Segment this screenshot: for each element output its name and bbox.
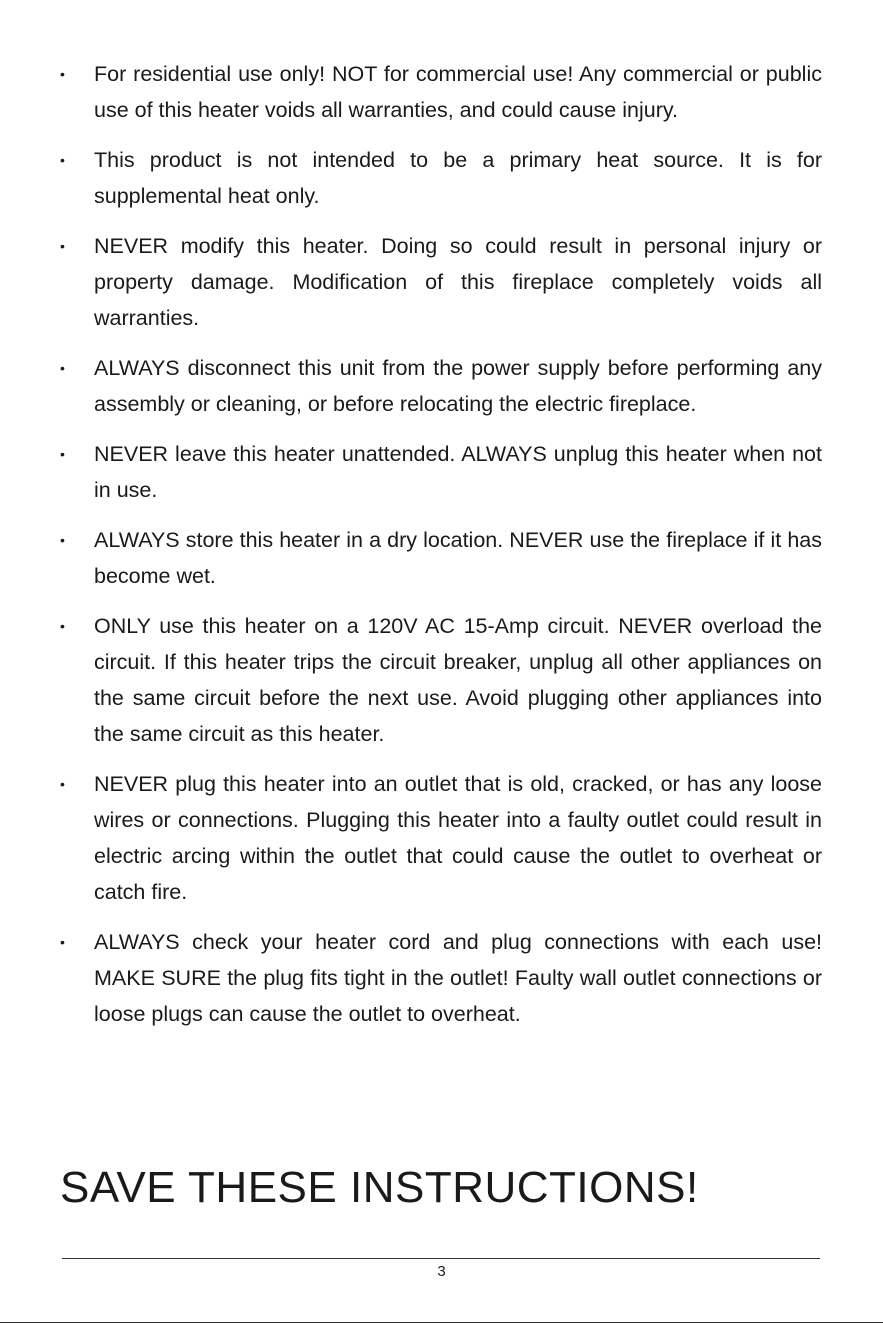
list-item-text: ALWAYS check your heater cord and plug connections with each use! MAKE SURE the plug fits tight in the outlet! Faulty wall outlet connections or loose plugs can cause the outlet to overheat.	[94, 930, 822, 1026]
bullet-icon: •	[60, 776, 65, 792]
bullet-icon: •	[60, 152, 65, 168]
list-item-text: For residential use only! NOT for commercial use! Any commercial or public use of this heater voids all warranties, and could cause injury.	[94, 62, 822, 122]
list-item-text: ALWAYS store this heater in a dry location. NEVER use the fireplace if it has become wet.	[94, 528, 822, 588]
list-item	[60, 436, 822, 508]
list-item-text: ALWAYS disconnect this unit from the power supply before performing any assembly or cleaning, or before relocating the electric fireplace.	[94, 356, 822, 416]
list-item	[60, 766, 822, 910]
list-item-text: This product is not intended to be a primary heat source. It is for supplemental heat only.	[94, 148, 822, 208]
bullet-icon: •	[60, 360, 65, 376]
safety-instructions-list	[60, 56, 822, 1046]
page-number: 3	[437, 1263, 446, 1280]
bullet-icon: •	[60, 446, 65, 462]
list-item	[60, 608, 822, 752]
bullet-icon: •	[60, 66, 65, 82]
footer-divider	[62, 1258, 820, 1259]
bullet-icon: •	[60, 532, 65, 548]
bullet-icon: •	[60, 238, 65, 254]
list-item	[60, 56, 822, 128]
list-item	[60, 522, 822, 594]
list-item	[60, 350, 822, 422]
list-item-text: NEVER plug this heater into an outlet that is old, cracked, or has any loose wires or connections. Plugging this heater into a faulty outlet could result in electric arcing within the outlet that could cause the outlet to overheat or catch fire.	[94, 772, 822, 904]
bullet-icon: •	[60, 934, 65, 950]
list-item	[60, 924, 822, 1032]
list-item-text: ONLY use this heater on a 120V AC 15-Amp circuit. NEVER overload the circuit. If this heater trips the circuit breaker, unplug all other appliances on the same circuit before the next use. Avoid plugging other appliances into the same circuit as this heater.	[94, 614, 822, 746]
bullet-icon: •	[60, 618, 65, 634]
list-item	[60, 142, 822, 214]
page-heading: SAVE THESE INSTRUCTIONS!	[60, 1163, 699, 1212]
page-bottom-divider	[0, 1322, 883, 1323]
list-item-text: NEVER leave this heater unattended. ALWAYS unplug this heater when not in use.	[94, 442, 822, 502]
list-item	[60, 228, 822, 336]
list-item-text: NEVER modify this heater. Doing so could result in personal injury or property damage. Modification of this fireplace completely voids all warranties.	[94, 234, 822, 330]
